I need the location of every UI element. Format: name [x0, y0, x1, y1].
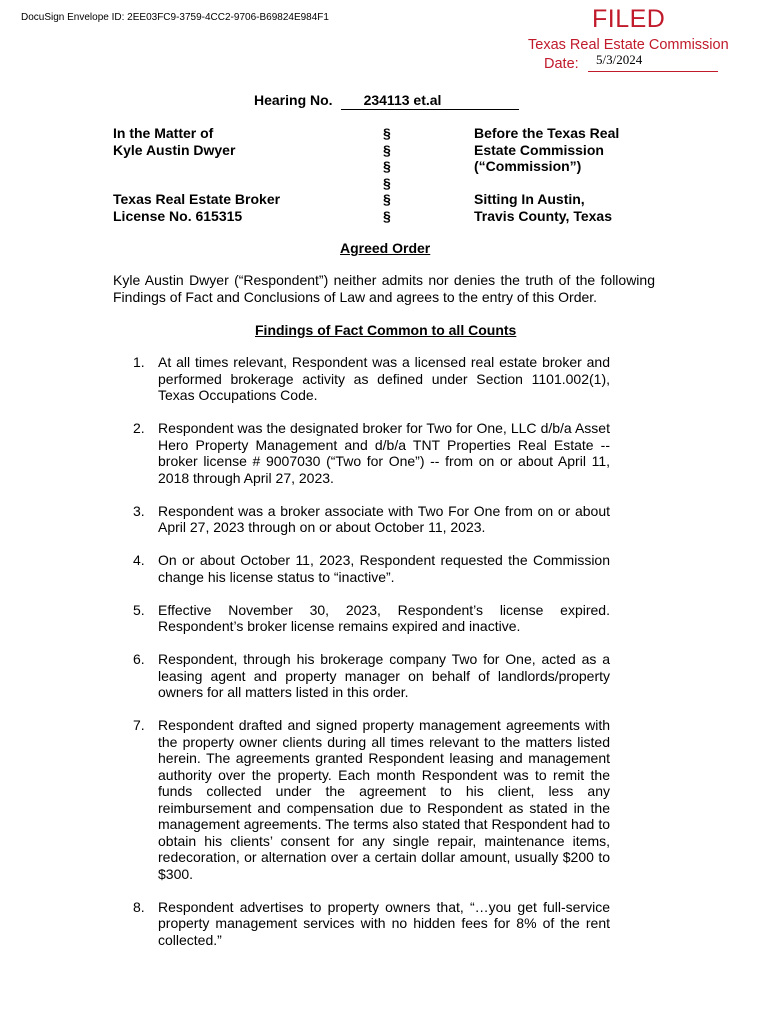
document-title: Agreed Order [340, 240, 431, 256]
finding-text: Respondent was a broker associate with Two For One from on or about April 27, 2023 through on or about October 11, 2023. [158, 502, 610, 535]
hearing-number-blank [341, 92, 519, 110]
finding-number: 5. [133, 601, 145, 618]
filed-stamp-date-label: Date: [544, 56, 579, 72]
filed-stamp-agency: Texas Real Estate Commission [528, 37, 729, 53]
finding-item [133, 354, 610, 404]
caption-right-column [474, 125, 619, 224]
caption-right-line: Estate Commission [474, 141, 604, 158]
section-mark: § [383, 191, 391, 207]
finding-text: Effective November 30, 2023, Respondent’s license expired. Respondent’s broker license remains expired and inactive. [158, 601, 610, 634]
caption-left-line: Texas Real Estate Broker [113, 191, 281, 207]
finding-number: 4. [133, 552, 145, 568]
finding-item [133, 420, 610, 486]
intro-paragraph: Kyle Austin Dwyer (“Respondent”) neither admits nor denies the truth of the following Findings of Fact and Conclusions of Law and agrees to the entry of this Order. [113, 272, 655, 305]
section-mark: § [383, 158, 391, 174]
hearing-number-value: 234113 et.al [363, 92, 442, 108]
section-mark: § [383, 141, 391, 158]
finding-item [133, 651, 610, 701]
hearing-number-label: Hearing No. [254, 92, 333, 108]
finding-item [133, 602, 610, 635]
caption-section-marks [383, 125, 391, 224]
caption-left-line: License No. 615315 [113, 207, 243, 224]
caption-right-line: Sitting In Austin, [474, 191, 585, 207]
finding-text: Respondent drafted and signed property management agreements with the property owner clients during all times relevant to the matters listed herein. The agreements granted Respondent leasing and management authority over the property. Each month Respondent was to remit the funds collected under the agreement to his client, less any reimbursement and compensation due to Respondent as stated in the management agreements. The terms also stated that Respondent had to obtain his clients’ consent for any single repair, maintenance items, redecoration, or alternation over a certain dollar amount, usually $200 to $300. [158, 717, 610, 882]
findings-heading: Findings of Fact Common to all Counts [255, 322, 517, 338]
finding-text: Respondent, through his brokerage company Two for One, acted as a leasing agent and property manager on behalf of landlords/property owners for all matters listed in this order. [158, 651, 610, 700]
findings-list [133, 354, 610, 948]
caption-left-line [113, 175, 280, 192]
finding-number: 7. [133, 717, 145, 733]
finding-item [133, 552, 610, 585]
finding-item [133, 503, 610, 536]
finding-number: 8. [133, 898, 145, 915]
finding-text: Respondent advertises to property owners that, “…you get full-service property management services with no hidden fees for 8% of the rent collected.” [158, 898, 610, 948]
filed-stamp-date-value: 5/3/2024 [596, 52, 643, 67]
docusign-envelope-id: DocuSign Envelope ID: 2EE03FC9-3759-4CC2-9706-B69824E984F1 [21, 12, 329, 23]
finding-number: 3. [133, 502, 145, 519]
caption-left-line [113, 158, 280, 175]
finding-number: 2. [133, 420, 145, 436]
caption-right-line: Travis County, Texas [474, 207, 612, 224]
caption-right-line: Before the Texas Real [474, 125, 620, 141]
caption-left-column [113, 125, 280, 224]
section-mark: § [383, 207, 391, 224]
finding-number: 6. [133, 651, 145, 667]
caption-left-line: In the Matter of [113, 125, 214, 141]
caption-right-line [474, 175, 619, 192]
finding-text: On or about October 11, 2023, Respondent requested the Commission change his license status to “inactive”. [158, 552, 610, 585]
finding-text: At all times relevant, Respondent was a licensed real estate broker and performed brokerage activity as defined under Section 1101.002(1), Texas Occupations Code. [158, 354, 610, 403]
finding-number: 1. [133, 354, 145, 370]
filed-stamp-date-line [588, 71, 718, 72]
caption-right-line: (“Commission”) [474, 158, 582, 174]
finding-item [133, 899, 610, 949]
hearing-number [254, 92, 519, 110]
filed-stamp-word: FILED [592, 5, 666, 33]
section-mark: § [383, 174, 391, 191]
caption-left-line: Kyle Austin Dwyer [113, 141, 236, 158]
section-mark: § [383, 125, 391, 141]
finding-item [133, 717, 610, 882]
finding-text: Respondent was the designated broker for Two for One, LLC d/b/a Asset Hero Property Management and d/b/a TNT Properties Real Estate -- broker license # 9007030 (“Two for One”) -- from on or about April 11, 2018 through April 27, 2023. [158, 420, 610, 486]
